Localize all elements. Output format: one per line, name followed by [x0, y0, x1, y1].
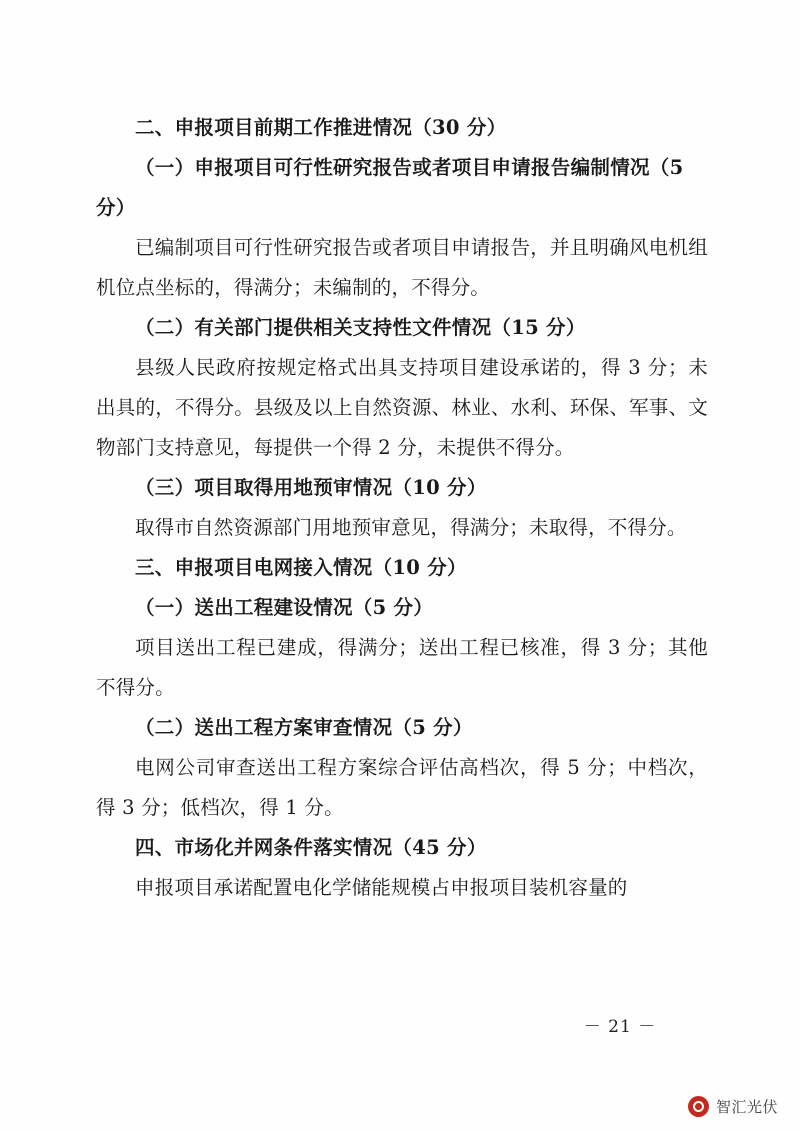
paragraph-2-1: 已编制项目可行性研究报告或者项目申请报告，并且明确风电机组机位点坐标的，得满分；未编制的，不得分。: [96, 236, 708, 299]
section-heading-2-2: （二）有关部门提供相关支持性文件情况（15 分）: [135, 316, 586, 339]
document-body: [96, 108, 708, 908]
section-heading-2-3: （三）项目取得用地预审情况（10 分）: [135, 476, 487, 499]
page-number-value: － 21 －: [583, 1017, 657, 1037]
section-heading-3-1: （一）送出工程建设情况（5 分）: [135, 596, 434, 619]
section-heading-3-2: （二）送出工程方案审查情况（5 分）: [135, 716, 473, 739]
paragraph-2-2: 县级人民政府按规定格式出具支持项目建设承诺的，得 3 分；未出具的，不得分。县级及以上自然资源、林业、水利、环保、军事、文物部门支持意见，每提供一个得 2 分，未提供不得分。: [96, 356, 708, 459]
page-number: [0, 1012, 800, 1037]
circle-logo-icon: [688, 1096, 709, 1117]
paragraph-3-2: 电网公司审查送出工程方案综合评估高档次，得 5 分；中档次，得 3 分；低档次，得 1 分。: [96, 756, 708, 819]
section-heading-4: 四、市场化并网条件落实情况（45 分）: [135, 836, 487, 859]
section-heading-2: 二、申报项目前期工作推进情况（30 分）: [135, 116, 507, 139]
watermark-label: 智汇光伏: [715, 1098, 778, 1116]
section-heading-2-1: （一）申报项目可行性研究报告或者项目申请报告编制情况（5 分）: [96, 156, 684, 219]
watermark: [688, 1096, 778, 1117]
paragraph-3-1: 项目送出工程已建成，得满分；送出工程已核准，得 3 分；其他不得分。: [96, 636, 708, 699]
paragraph-2-3: 取得市自然资源部门用地预审意见，得满分；未取得，不得分。: [135, 516, 687, 539]
paragraph-4: 申报项目承诺配置电化学储能规模占申报项目装机容量的: [135, 876, 628, 899]
section-heading-3: 三、申报项目电网接入情况（10 分）: [135, 556, 467, 579]
